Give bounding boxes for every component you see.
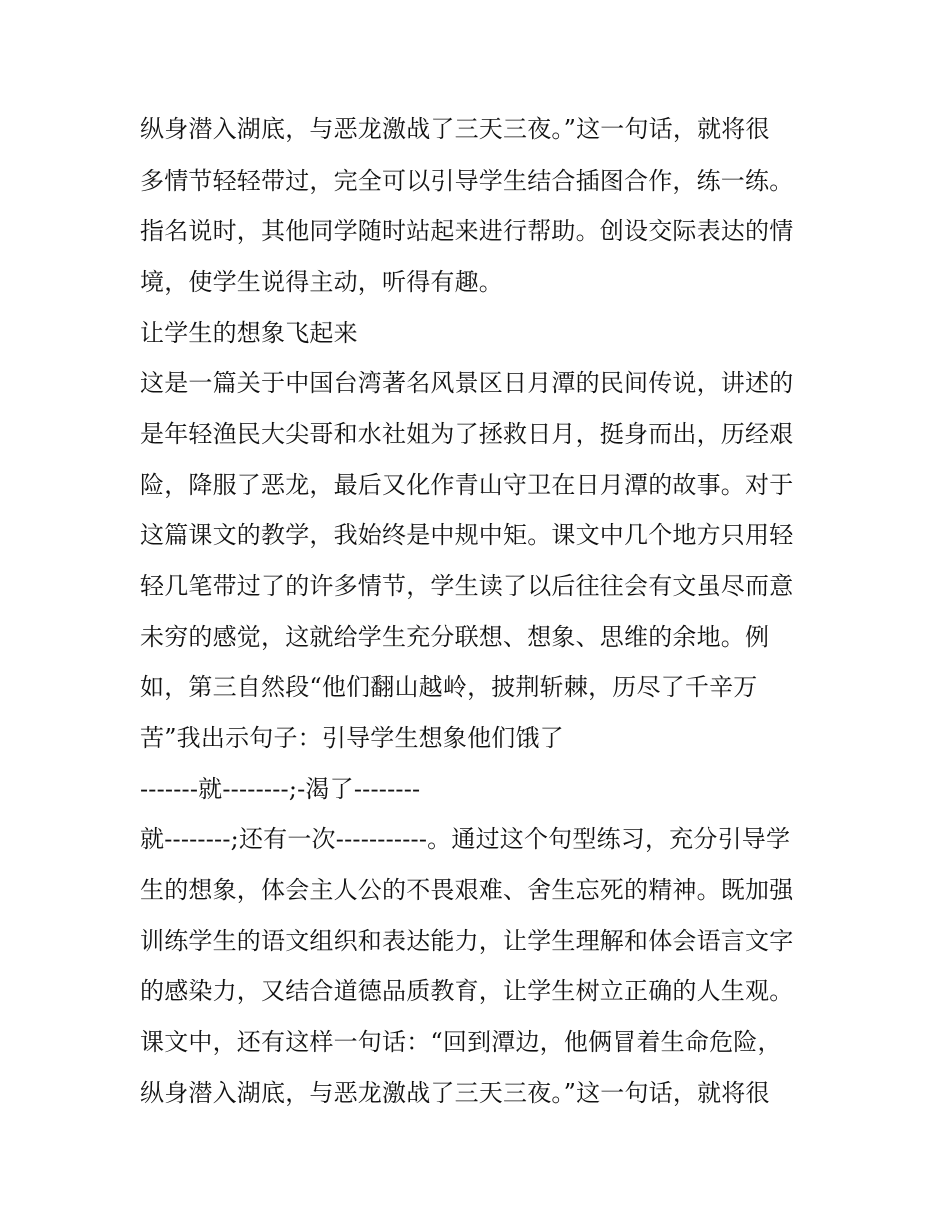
text-line: -------就--------;-渴了-------- xyxy=(140,775,421,803)
text-line: 纵身潜入湖底，与恶龙激战了三天三夜。”这一句话，就将很 xyxy=(140,1079,770,1107)
text-line: 生的想象，体会主人公的不畏艰难、舍生忘死的精神。既加强 xyxy=(140,876,794,904)
text-line: 险，降服了恶龙，最后又化作青山守卫在日月潭的故事。对于 xyxy=(140,471,794,499)
section-heading: 让学生的想象飞起来 xyxy=(140,319,358,347)
text-line: 的感染力，又结合道德品质教育，让学生树立正确的人生观。 xyxy=(140,977,794,1005)
text-line: 纵身潜入湖底，与恶龙激战了三天三夜。”这一句话，就将很 xyxy=(140,115,770,143)
text-line: 是年轻渔民大尖哥和水社姐为了拯救日月，挺身而出，历经艰 xyxy=(140,420,794,448)
text-line: 苦”我出示句子：引导学生想象他们饿了 xyxy=(140,724,564,752)
text-line: 轻几笔带过了的许多情节，学生读了以后往往会有文虽尽而意 xyxy=(140,572,794,600)
text-line: 训练学生的语文组织和表达能力，让学生理解和体会语言文字 xyxy=(140,927,794,955)
text-line: 境，使学生说得主动，听得有趣。 xyxy=(140,268,503,296)
text-line: 如，第三自然段“他们翻山越岭，披荆斩棘，历尽了千辛万 xyxy=(140,673,758,701)
text-line: 就--------;还有一次-----------。通过这个句型练习，充分引导学 xyxy=(140,825,791,853)
text-line: 指名说时，其他同学随时站起来进行帮助。创设交际表达的情 xyxy=(140,217,794,245)
text-line: 这是一篇关于中国台湾著名风景区日月潭的民间传说，讲述的 xyxy=(140,369,794,397)
text-line: 这篇课文的教学，我始终是中规中矩。课文中几个地方只用轻 xyxy=(140,521,794,549)
text-line: 多情节轻轻带过，完全可以引导学生结合插图合作，练一练。 xyxy=(140,167,794,195)
text-line: 课文中，还有这样一句话：“回到潭边，他俩冒着生命危险， xyxy=(140,1028,782,1056)
text-line: 未穷的感觉，这就给学生充分联想、想象、思维的余地。例 xyxy=(140,623,770,651)
